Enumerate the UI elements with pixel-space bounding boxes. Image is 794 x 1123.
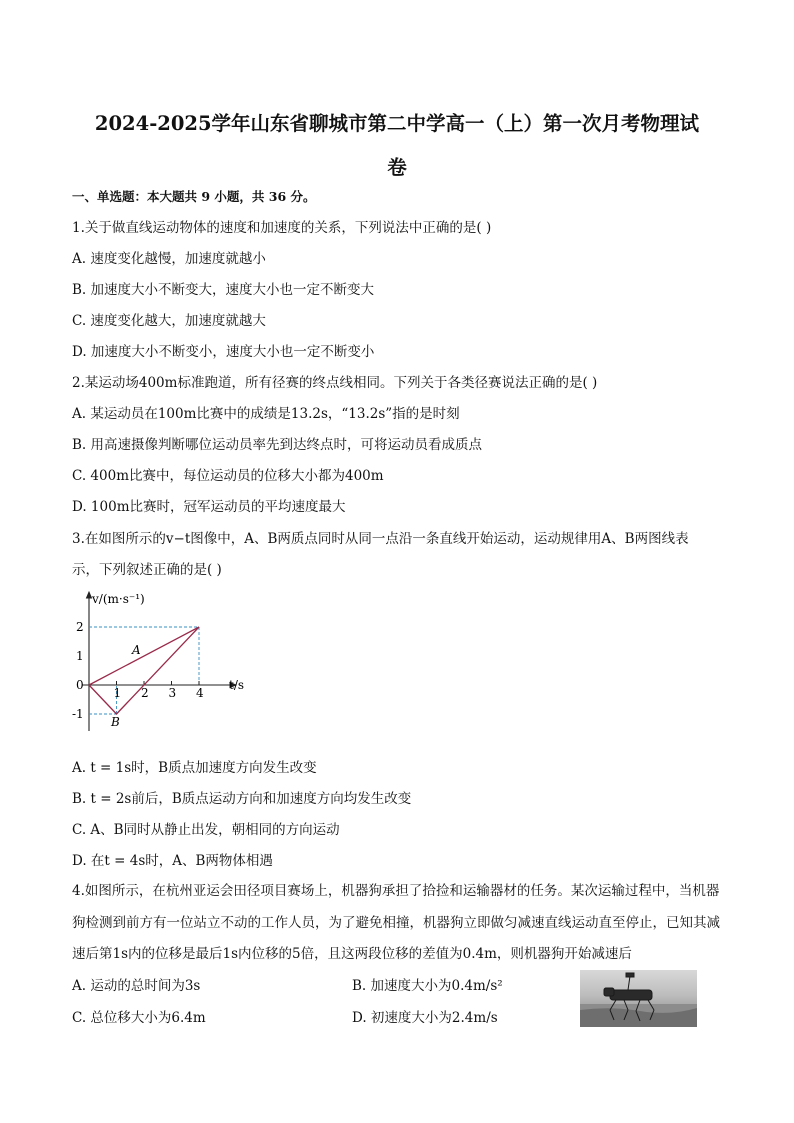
q3-option-b: B. t = 2s前后，B质点运动方向和加速度方向均发生改变: [72, 791, 412, 807]
series-label-b: B: [111, 715, 120, 729]
title-line-2: 卷: [387, 156, 407, 179]
x-tick-label-2: 2: [141, 686, 149, 700]
q3-stem-line-2: 示，下列叙述正确的是( ): [72, 562, 222, 578]
q4-option-b: B. 加速度大小为0.4m/s²: [352, 978, 503, 994]
section-heading: 一、单选题：本大题共 9 小题，共 36 分。: [72, 189, 316, 204]
series-line-B: [89, 627, 199, 714]
q1-option-a: A. 速度变化越慢，加速度就越小: [72, 251, 266, 267]
vt-graph: [74, 588, 254, 738]
q3-option-d: D. 在t = 4s时，A、B两物体相遇: [72, 853, 273, 869]
q4-option-d: D. 初速度大小为2.4m/s: [352, 1010, 498, 1026]
x-ticks: [114, 681, 205, 700]
q2-stem: 2.某运动场400m标准跑道，所有径赛的终点线相同。下列关于各类径赛说法正确的是( ): [72, 375, 598, 391]
q4-stem: 4.如图所示，在杭州亚运会田径项目赛场上，机器狗承担了拾捡和运输器材的任务。某次运输过程中，当机器狗检测到前方有一位站立不动的工作人员，为了避免相撞，机器狗立即做匀减速直线运动直至停止，已知其减速后第1s内的位移是最后1s内位移的5倍，且这两段位移的差值为0.4m，则机器狗开始减速后: [72, 883, 720, 962]
y-tick-label-2: 2: [76, 620, 84, 634]
q2-option-b: B. 用高速摄像判断哪位运动员率先到达终点时，可将运动员看成质点: [72, 437, 483, 453]
y-tick-label-0: 0: [76, 678, 84, 692]
q2-option-c: C. 400m比赛中，每位运动员的位移大小都为400m: [72, 468, 384, 484]
title-line-1: 2024-2025学年山东省聊城市第二中学高一（上）第一次月考物理试: [94, 112, 700, 135]
q2-option-a: A. 某运动员在100m比赛中的成绩是13.2s，“13.2s”指的是时刻: [72, 406, 460, 422]
exam-title: [60, 102, 734, 190]
series-group: [89, 627, 199, 714]
q1-stem: 1.关于做直线运动物体的速度和加速度的关系，下列说法中正确的是( ): [72, 220, 492, 236]
x-axis-label: t/s: [229, 678, 245, 692]
x-tick-label-1: 1: [113, 686, 122, 700]
q4-option-a: A. 运动的总时间为3s: [72, 978, 201, 994]
q3-option-c: C. A、B同时从静止出发，朝相同的方向运动: [72, 822, 340, 838]
y-tick-label--1: -1: [72, 707, 84, 721]
q3-option-a: A. t = 1s时，B质点加速度方向发生改变: [72, 760, 317, 776]
q4-option-c: C. 总位移大小为6.4m: [72, 1010, 206, 1026]
q1-option-c: C. 速度变化越大，加速度就越大: [72, 313, 266, 329]
q1-option-b: B. 加速度大小不断变大，速度大小也一定不断变大: [72, 282, 375, 298]
y-ticks: [72, 620, 84, 721]
x-tick-label-4: 4: [196, 686, 204, 700]
guide-lines: [89, 627, 199, 714]
series-line-A: [89, 627, 199, 685]
y-tick-label-1: 1: [76, 649, 84, 663]
series-label-a: A: [132, 643, 141, 657]
q3-stem-line-1: 3.在如图所示的v−t图像中，A、B两质点同时从同一点沿一条直线开始运动，运动规律用A、B两图线表: [72, 531, 689, 547]
q1-option-d: D. 加速度大小不断变小，速度大小也一定不断变小: [72, 344, 375, 360]
x-tick-label-3: 3: [168, 686, 177, 700]
q2-option-d: D. 100m比赛时，冠军运动员的平均速度最大: [72, 499, 346, 515]
robot-dog-photo: [580, 970, 697, 1027]
y-axis-label: v/(m·s⁻¹): [92, 592, 145, 606]
